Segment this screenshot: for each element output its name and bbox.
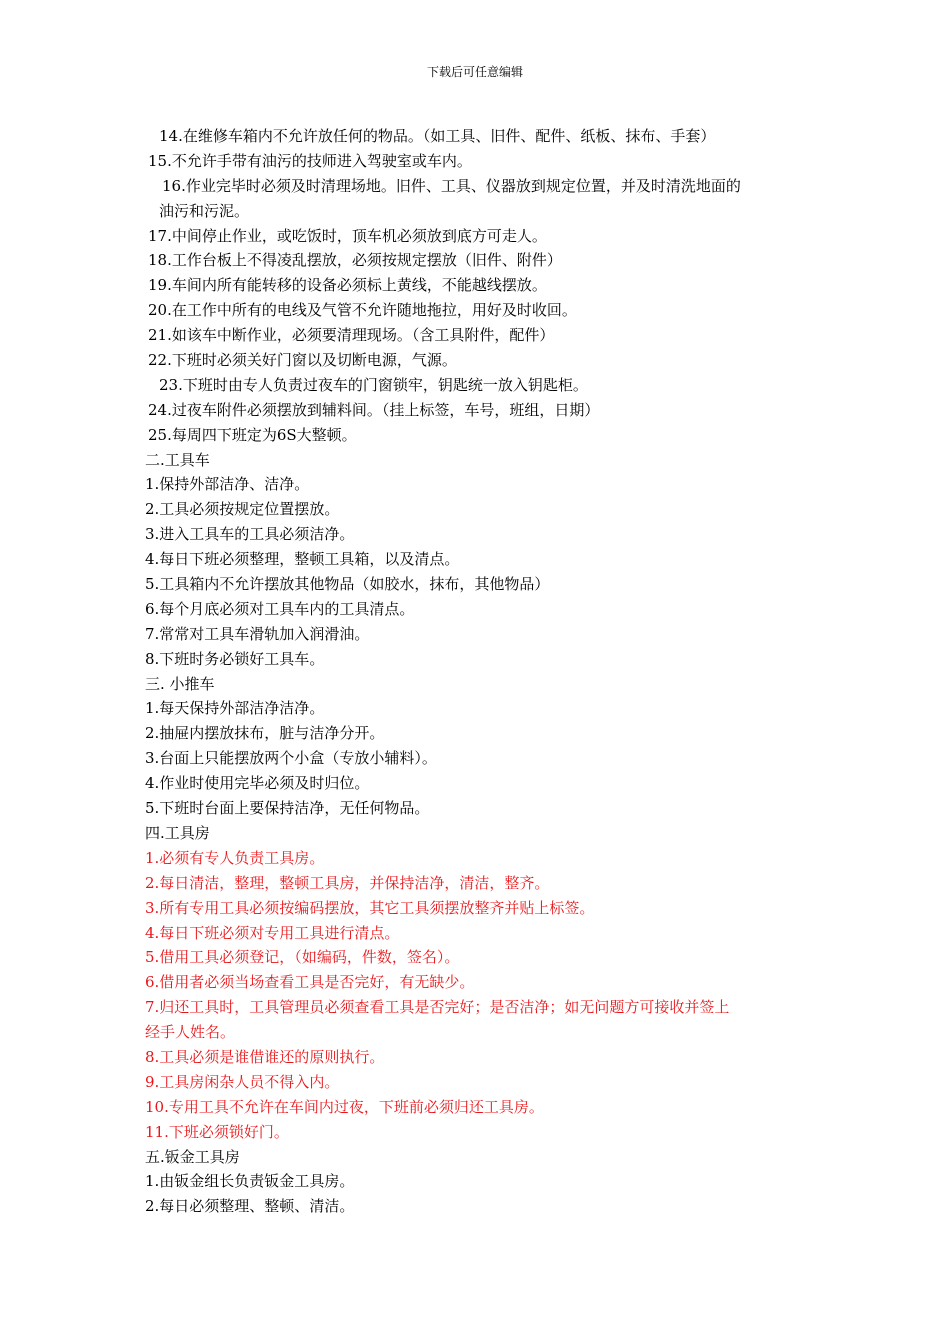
list-item: 4.作业时使用完毕必须及时归位。 (145, 774, 370, 793)
section-heading: 二.工具车 (145, 450, 210, 469)
list-item: 9.工具房闲杂人员不得入内。 (145, 1072, 340, 1091)
list-item: 4.每日下班必须对专用工具进行清点。 (145, 923, 400, 942)
section-heading: 三. 小推车 (145, 674, 215, 693)
list-item: 22.下班时必须关好门窗以及切断电源，气源。 (148, 351, 457, 370)
page-header: 下载后可任意编辑 (426, 65, 523, 79)
list-item: 25.每周四下班定为6S大整顿。 (148, 425, 357, 444)
list-item: 2.抽屉内摆放抹布，脏与洁净分开。 (145, 724, 385, 743)
list-item: 11.下班必须锁好门。 (145, 1122, 289, 1141)
list-item: 10.专用工具不允许在车间内过夜，下班前必须归还工具房。 (145, 1097, 544, 1116)
document-body (145, 124, 810, 1219)
list-item: 4.每日下班必须整理，整顿工具箱，以及清点。 (145, 550, 460, 569)
list-item: 17.中间停止作业，或吃饭时，顶车机必须放到底方可走人。 (148, 226, 547, 245)
list-item: 3.台面上只能摆放两个小盒（专放小辅料）。 (145, 749, 437, 768)
list-item: 15.不允许手带有油污的技师进入驾驶室或车内。 (148, 151, 472, 170)
list-item: 20.在工作中所有的电线及气管不允许随地拖拉，用好及时收回。 (148, 301, 577, 320)
list-item: 7.常常对工具车滑轨加入润滑油。 (145, 624, 370, 643)
list-item: 3.所有专用工具必须按编码摆放，其它工具须摆放整齐并贴上标签。 (145, 898, 595, 917)
list-item: 5.工具箱内不允许摆放其他物品（如胶水，抹布，其他物品） (145, 575, 550, 594)
list-item: 18.工作台板上不得凌乱摆放，必须按规定摆放（旧件、附件） (148, 251, 562, 270)
list-item: 19.车间内所有能转移的设备必须标上黄线，不能越线摆放。 (148, 276, 547, 295)
list-item: 2.工具必须按规定位置摆放。 (145, 500, 340, 519)
section-heading: 五.钣金工具房 (145, 1147, 240, 1166)
list-item: 21.如该车中断作业，必须要清理现场。（含工具附件，配件） (148, 326, 555, 345)
list-item: 8.下班时务必锁好工具车。 (145, 649, 325, 668)
list-item: 2.每日必须整理、整顿、清洁。 (145, 1197, 355, 1216)
list-item: 6.每个月底必须对工具车内的工具清点。 (145, 599, 415, 618)
list-item: 2.每日清洁，整理，整顿工具房，并保持洁净，清洁，整齐。 (145, 873, 550, 892)
list-item: 1.必须有专人负责工具房。 (145, 848, 325, 867)
list-item: 油污和污泥。 (159, 201, 250, 220)
section-heading: 四.工具房 (145, 823, 210, 842)
list-item: 1.每天保持外部洁净洁净。 (145, 699, 325, 718)
list-item: 8.工具必须是谁借谁还的原则执行。 (145, 1047, 385, 1066)
list-item: 1.由钣金组长负责钣金工具房。 (145, 1172, 355, 1191)
list-item: 14.在维修车箱内不允许放任何的物品。（如工具、旧件、配件、纸板、抹布、手套） (159, 127, 716, 145)
list-item: 6.借用者必须当场查看工具是否完好，有无缺少。 (145, 973, 475, 992)
list-item: 3.进入工具车的工具必须洁净。 (145, 525, 355, 544)
list-item: 7.归还工具时，工具管理员必须查看工具是否完好；是否洁净；如无问题方可接收并签上 (145, 998, 730, 1017)
list-item: 经手人姓名。 (145, 1023, 236, 1042)
list-item: 24.过夜车附件必须摆放到辅料间。（挂上标签，车号，班组，日期） (148, 400, 600, 419)
list-item: 5.下班时台面上要保持洁净，无任何物品。 (145, 799, 430, 818)
list-item: 1.保持外部洁净、洁净。 (145, 475, 310, 494)
list-item: 5.借用工具必须登记，（如编码，件数，签名）。 (145, 948, 460, 967)
list-item: 23.下班时由专人负责过夜车的门窗锁牢，钥匙统一放入钥匙柜。 (159, 375, 588, 394)
list-item: 16.作业完毕时必须及时清理场地。旧件、工具、仪器放到规定位置，并及时清洗地面的 (162, 176, 741, 195)
